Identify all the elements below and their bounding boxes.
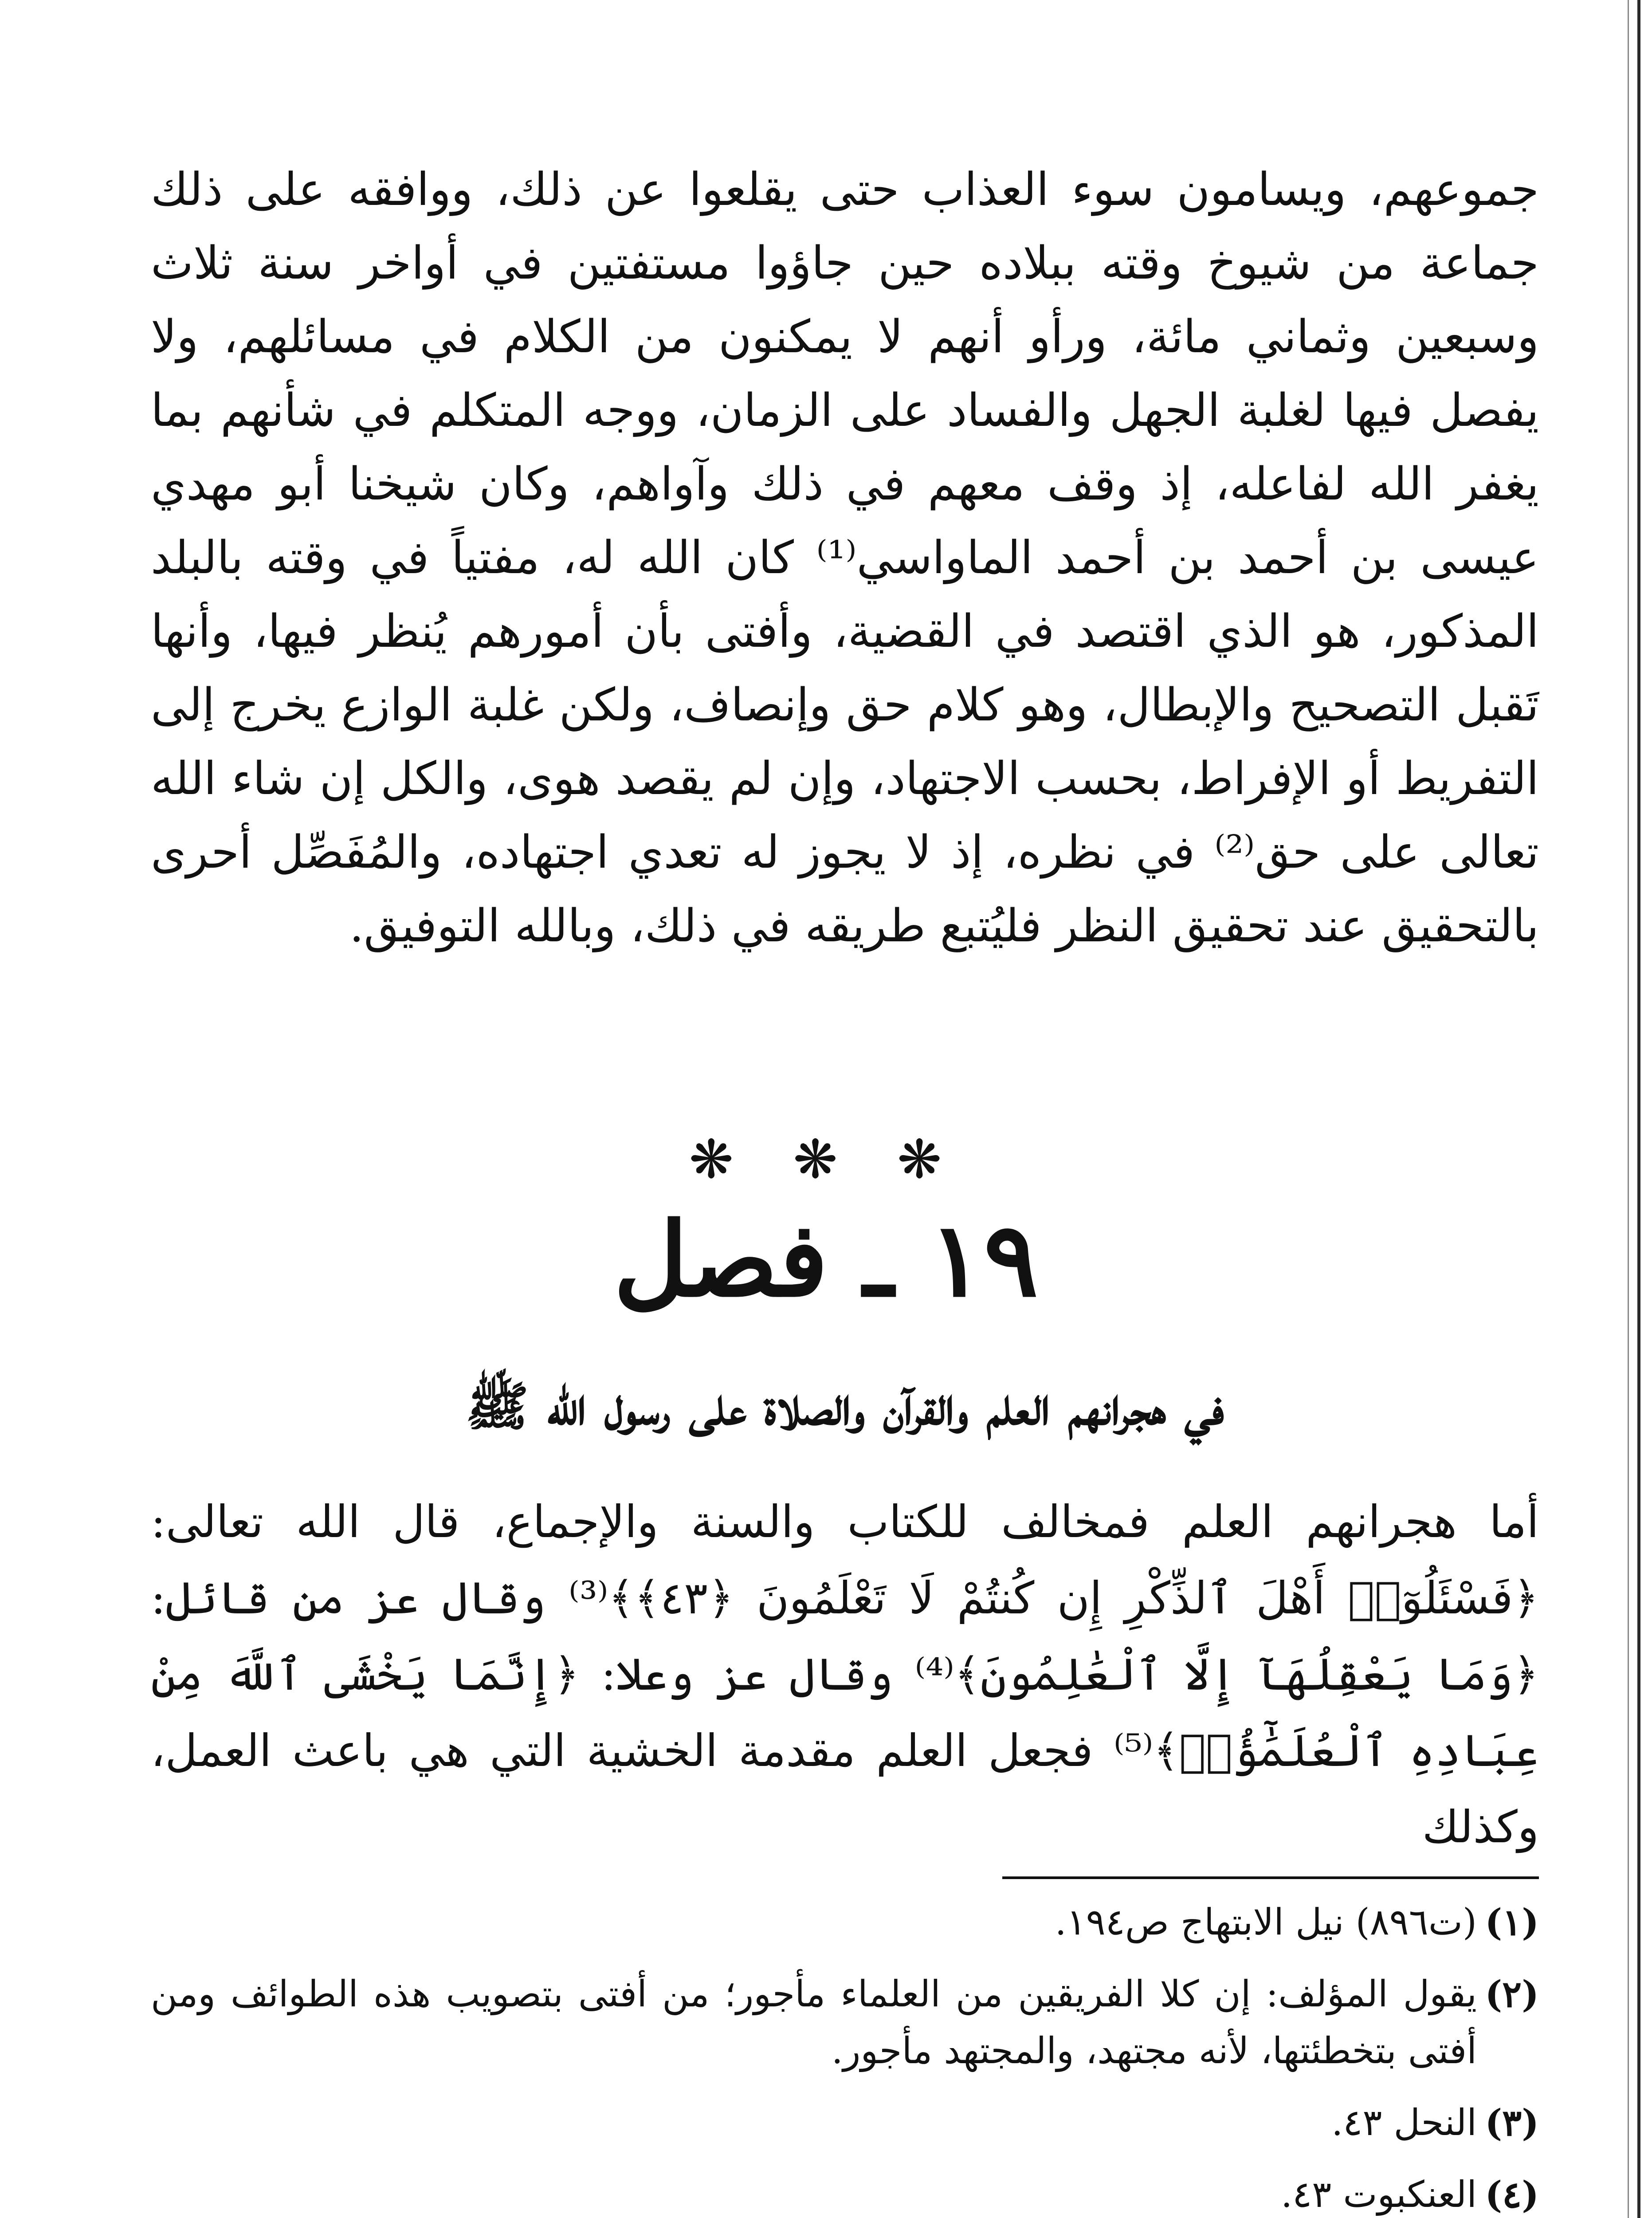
section-body-text bbox=[151, 1484, 1539, 1865]
section-divider-ornament: ❋ ❋ ❋ bbox=[689, 1129, 963, 1191]
footnote-number: (١) bbox=[1485, 1901, 1539, 1944]
section-title: في هجرانهم العلم والقرآن والصلاة على رسول الله ﷺ bbox=[465, 1375, 1224, 1437]
section-paragraph: أما هجرانهم العلم فمخالف للكتاب والسنة والإجماع، قال الله تعالى: ﴿فَسْئَلُوٓا۟ أَهْلَ ٱلذِّكْرِ إِن كُنتُمْ لَا تَعْلَمُونَ ﴿٤٣﴾﴾⁽³⁾ وقال عز من قائل: ﴿وَمَا يَعْقِلُهَآ إِلَّا ٱلْعَٰلِمُونَ﴾⁽⁴⁾ وقال عز وعلا: ﴿إِنَّمَا يَخْشَى ٱللَّهَ مِنْ عِبَادِهِ ٱلْعُلَمَٰٓؤُا۟﴾⁽⁵⁾ فجعل العلم مقدمة الخشية التي هي باعث العمل، وكذلك bbox=[151, 1496, 1539, 1853]
footnote-item bbox=[151, 2167, 1539, 2218]
footnote-text: العنكبوت ٤٣. bbox=[1281, 2174, 1477, 2216]
main-text-block bbox=[151, 153, 1539, 963]
footnote-number: (٤) bbox=[1485, 2174, 1539, 2216]
footnote-item bbox=[151, 1966, 1539, 2080]
footnote-separator-rule bbox=[1002, 1876, 1539, 1879]
footnote-text: يقول المؤلف: إن كلا الفريقين من العلماء مأجور؛ من أفتى بتصويب هذه الطوائف ومن أفتى بتخطئتها، لأنه مجتهد، والمجتهد مأجور. bbox=[151, 1973, 1477, 2072]
footnote-item bbox=[151, 2095, 1539, 2151]
footnotes-list bbox=[151, 1894, 1539, 2218]
page-edge-shadow bbox=[1628, 0, 1629, 2218]
footnote-number: (٢) bbox=[1485, 1973, 1539, 2016]
body-paragraph: جموعهم، ويسامون سوء العذاب حتى يقلعوا عن ذلك، ووافقه على ذلك جماعة من شيوخ وقته ببلاده حين جاؤوا مستفتين في أواخر سنة ثلاث وسبعين وثماني مائة، ورأو أنهم لا يمكنون من الكلام في مسائلهم، ولا يفصل فيها لغلبة الجهل والفساد على الزمان، ووجه المتكلم في شأنهم بما يغفر الله لفاعله، إذ وقف معهم في ذلك وآواهم، وكان شيخنا أبو مهدي عيسى بن أحمد بن أحمد الماواسي⁽¹⁾ كان الله له، مفتياً في وقته بالبلد المذكور، هو الذي اقتصد في القضية، وأفتى بأن أمورهم يُنظر فيها، وأنها تَقبل التصحيح والإبطال، وهو كلام حق وإنصاف، ولكن غلبة الوازع يخرج إلى التفريط أو الإفراط، بحسب الاجتهاد، وإن لم يقصد هوى، والكل إن شاء الله تعالى على حق⁽²⁾ في نظره، إذ لا يجوز له تعدي اجتهاده، والمُفَصِّل أحرى بالتحقيق عند تحقيق النظر فليُتبع طريقه في ذلك، وبالله التوفيق. bbox=[151, 163, 1539, 952]
page-edge-line bbox=[1637, 0, 1640, 2218]
footnote-number: (٣) bbox=[1485, 2102, 1539, 2144]
section-heading-number: ١٩ ـ فصل bbox=[613, 1200, 1039, 1320]
footnote-item bbox=[151, 1894, 1539, 1951]
footnote-text: (ت٨٩٦) نيل الابتهاج ص١٩٤. bbox=[1055, 1901, 1477, 1943]
footnote-text: النحل ٤٣. bbox=[1331, 2102, 1477, 2144]
